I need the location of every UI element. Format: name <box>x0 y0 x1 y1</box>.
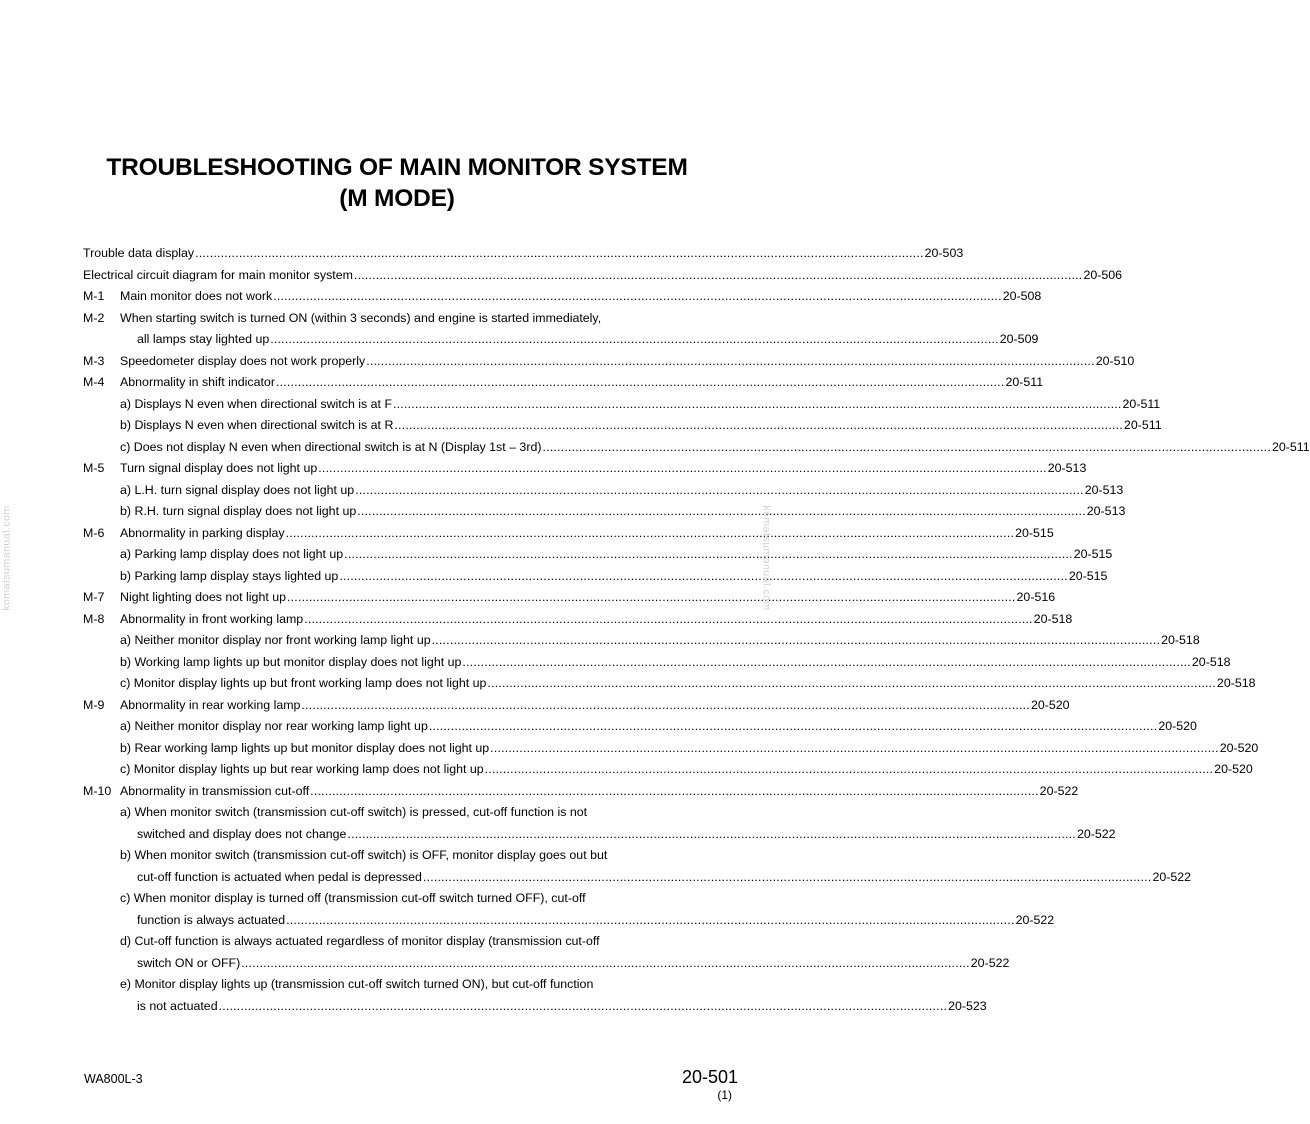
toc-entry <box>83 867 1192 889</box>
toc-leader-dots: ........................................................................................................................................................................................................ <box>218 998 948 1013</box>
toc-entry <box>83 974 739 996</box>
toc-entry-code: M-3 <box>83 353 105 368</box>
toc-entry-text: Abnormality in transmission cut-off <box>120 783 310 798</box>
toc-leader-dots: ........................................................................................................................................................................................................ <box>318 461 1047 475</box>
toc-entry-page: 20-520 <box>1158 719 1197 733</box>
toc-leader-dots: ........................................................................................................................................................................................................ <box>357 504 1086 518</box>
toc-entry-text: function is always actuated <box>137 912 286 927</box>
toc-leader-dots: ........................................................................................................................................................................................................ <box>394 418 1123 432</box>
toc-entry <box>83 781 1079 803</box>
toc-entry-text: Night lighting does not light up <box>120 590 287 604</box>
toc-entry-page: 20-510 <box>1095 353 1135 368</box>
toc-leader-dots: ........................................................................................................................................................................................................ <box>542 439 1271 454</box>
footer-model: WA800L-3 <box>84 1072 143 1086</box>
toc-entry-text: b) When monitor switch (transmission cut-off switch) is OFF, monitor display goes out but <box>120 848 608 862</box>
toc-entry-text: When starting switch is turned ON (within 3 seconds) and engine is started immediately, <box>120 310 602 325</box>
toc-entry <box>83 286 1042 308</box>
toc-entry-page: 20-506 <box>1083 267 1123 282</box>
toc-leader-dots: ........................................................................................................................................................................................................ <box>490 740 1219 755</box>
toc-leader-dots: ........................................................................................................................................................................................................ <box>484 762 1214 776</box>
toc-entry-text: c) Monitor display lights up but rear working lamp does not light up <box>120 762 484 776</box>
toc-leader-dots: ........................................................................................................................................................................................................ <box>301 697 1030 712</box>
toc-entry-page: 20-511 <box>1005 375 1044 389</box>
title-line-1: TROUBLESHOOTING OF MAIN MONITOR SYSTEM <box>106 154 688 181</box>
toc-entry <box>83 996 987 1018</box>
toc-entry <box>83 372 1044 394</box>
toc-entry-page: 20-511 <box>1271 439 1310 454</box>
toc-entry <box>83 824 1116 846</box>
toc-leader-dots: ........................................................................................................................................................................................................ <box>344 547 1073 561</box>
toc-entry-text: Abnormality in front working lamp <box>120 611 304 626</box>
toc-entry-page: 20-515 <box>1068 568 1108 583</box>
toc-entry-text: b) Working lamp lights up but monitor display does not light up <box>120 654 462 669</box>
toc-leader-dots: ........................................................................................................................................................................................................ <box>393 396 1122 411</box>
toc-entry-page: 20-508 <box>1002 289 1042 303</box>
toc-entry-text: Trouble data display <box>83 246 195 260</box>
toc-entry <box>83 673 1256 695</box>
toc-entry-text: switched and display does not change <box>137 826 347 841</box>
toc-entry-text: d) Cut-off function is always actuated regardless of monitor display (transmission cut-off <box>120 934 600 948</box>
toc-entry-text: a) L.H. turn signal display does not light up <box>120 482 355 497</box>
toc-entry-text: switch ON or OFF) <box>137 955 241 970</box>
toc-entry-text: a) Neither monitor display nor rear working lamp light up <box>120 719 428 733</box>
toc-leader-dots: ........................................................................................................................................................................................................ <box>273 289 1002 303</box>
toc-entry-page: 20-503 <box>924 246 964 260</box>
toc-entry-text: e) Monitor display lights up (transmission cut-off switch turned ON), but cut-off function <box>120 977 594 991</box>
toc-entry <box>83 630 1200 652</box>
toc-leader-dots: ........................................................................................................................................................................................................ <box>339 568 1068 583</box>
toc-entry-text: Abnormality in shift indicator <box>120 375 275 389</box>
watermark-left: komatsumanual.com <box>0 505 13 611</box>
toc-entry-page: 20-520 <box>1214 762 1253 776</box>
toc-entry <box>83 329 1039 351</box>
toc-entry-code: M-5 <box>83 461 105 475</box>
toc-entry <box>83 265 1123 287</box>
toc-leader-dots: ........................................................................................................................................................................................................ <box>286 912 1015 927</box>
toc-leader-dots: ........................................................................................................................................................................................................ <box>275 375 1005 389</box>
toc-entry-text: is not actuated <box>137 998 218 1013</box>
toc-entry-code: M-1 <box>83 289 105 303</box>
toc-entry <box>83 501 1126 523</box>
toc-entry-page: 20-511 <box>1123 418 1162 432</box>
toc-leader-dots: ........................................................................................................................................................................................................ <box>428 719 1158 733</box>
toc-leader-dots: ........................................................................................................................................................................................................ <box>287 590 1016 604</box>
toc-entry-code: M-6 <box>83 525 105 540</box>
toc-entry-page: 20-520 <box>1030 697 1070 712</box>
toc-entry-page: 20-515 <box>1073 547 1113 561</box>
toc-leader-dots: ........................................................................................................................................................................................................ <box>195 246 924 260</box>
toc-entry-page: 20-522 <box>1076 826 1116 841</box>
toc-entry <box>83 394 1161 416</box>
toc-entry-text: b) Rear working lamp lights up but monitor display does not light up <box>120 740 490 755</box>
toc-leader-dots: ........................................................................................................................................................................................................ <box>241 955 970 970</box>
toc-entry-page: 20-522 <box>1039 783 1079 798</box>
toc-entry-text: c) Monitor display lights up but front working lamp does not light up <box>120 676 487 690</box>
toc-entry-text: Turn signal display does not light up <box>120 461 318 475</box>
toc-entry-code: M-8 <box>83 611 105 626</box>
toc-leader-dots: ........................................................................................................................................................................................................ <box>285 525 1015 540</box>
toc-entry <box>83 609 1073 631</box>
toc-entry <box>83 351 1135 373</box>
toc-leader-dots: ........................................................................................................................................................................................................ <box>366 353 1095 368</box>
toc-entry-text: Electrical circuit diagram for main monitor system <box>83 267 353 282</box>
toc-leader-dots: ........................................................................................................................................................................................................ <box>355 482 1084 497</box>
toc-entry-text: Speedometer display does not work properly <box>120 353 366 368</box>
toc-entry-text: b) Displays N even when directional switch is at R <box>120 418 394 432</box>
toc-entry <box>83 953 1010 975</box>
toc-entry-page: 20-516 <box>1016 590 1056 604</box>
title-line-2: (M MODE) <box>339 185 455 212</box>
toc-entry <box>83 802 739 824</box>
toc-entry-text: a) Neither monitor display nor front working lamp light up <box>120 633 431 647</box>
toc-entry-code: M-4 <box>83 375 105 389</box>
toc-entry <box>83 437 1310 459</box>
toc-entry-code: M-10 <box>83 783 112 798</box>
page-title <box>0 152 794 214</box>
toc-entry-text: a) Parking lamp display does not light up <box>120 547 344 561</box>
toc-leader-dots: ........................................................................................................................................................................................................ <box>431 633 1161 647</box>
toc-entry <box>83 415 1162 437</box>
toc-entry <box>83 716 1197 738</box>
toc-entry <box>83 480 1124 502</box>
toc-leader-dots: ........................................................................................................................................................................................................ <box>353 267 1083 282</box>
toc-entry <box>83 759 1253 781</box>
toc-entry-page: 20-509 <box>999 332 1039 346</box>
toc-leader-dots: ........................................................................................................................................................................................................ <box>462 654 1191 669</box>
toc-leader-dots: ........................................................................................................................................................................................................ <box>304 611 1033 626</box>
toc-entry-code: M-7 <box>83 590 105 604</box>
toc-entry-page: 20-518 <box>1161 633 1200 647</box>
footer-revision: (1) <box>717 1088 732 1102</box>
toc-entry <box>83 738 1259 760</box>
toc-entry-text: Abnormality in parking display <box>120 525 285 540</box>
toc-entry <box>83 544 1113 566</box>
toc-entry <box>83 308 739 330</box>
toc-entry-code: M-9 <box>83 697 105 712</box>
footer-page-number: 20-501 <box>681 1067 738 1087</box>
toc-entry-page: 20-518 <box>1033 611 1073 626</box>
toc-leader-dots: ........................................................................................................................................................................................................ <box>270 332 999 346</box>
toc-entry-page: 20-515 <box>1015 525 1054 540</box>
toc-entry-text: Abnormality in rear working lamp <box>120 697 301 712</box>
toc-entry-page: 20-513 <box>1086 504 1126 518</box>
watermark-right: komatsumanual.com <box>760 505 773 611</box>
toc-entry <box>83 652 1231 674</box>
toc-entry-text: Main monitor does not work <box>120 289 273 303</box>
toc-entry-page: 20-518 <box>1191 654 1231 669</box>
toc-entry <box>83 243 964 265</box>
toc-entry-page: 20-511 <box>1122 396 1161 411</box>
toc-leader-dots: ........................................................................................................................................................................................................ <box>422 869 1152 884</box>
toc-entry-code: M-2 <box>83 310 105 325</box>
toc-entry-text: a) Displays N even when directional switch is at F <box>120 396 393 411</box>
toc-entry <box>83 458 1087 480</box>
toc-entry-page: 20-518 <box>1216 676 1256 690</box>
toc-leader-dots: ........................................................................................................................................................................................................ <box>487 676 1216 690</box>
toc-leader-dots: ........................................................................................................................................................................................................ <box>347 826 1076 841</box>
toc-leader-dots: ........................................................................................................................................................................................................ <box>310 783 1039 798</box>
toc-entry-page: 20-513 <box>1047 461 1087 475</box>
toc-entry <box>83 845 739 867</box>
toc-entry <box>83 931 739 953</box>
toc-entry-text: all lamps stay lighted up <box>137 332 270 346</box>
toc-entry-text: b) Parking lamp display stays lighted up <box>120 568 339 583</box>
toc-entry-page: 20-520 <box>1219 740 1259 755</box>
toc-entry-text: c) When monitor display is turned off (transmission cut-off switch turned OFF), cut-off <box>120 891 586 905</box>
toc-entry <box>83 888 739 910</box>
toc-entry-text: cut-off function is actuated when pedal is depressed <box>137 869 422 884</box>
toc-entry-page: 20-522 <box>1015 912 1055 927</box>
toc-entry-page: 20-522 <box>1152 869 1192 884</box>
toc-entry <box>83 910 1055 932</box>
toc-entry-text: c) Does not display N even when directional switch is at N (Display 1st – 3rd) <box>120 439 542 454</box>
toc-entry <box>83 587 1056 609</box>
toc-entry-page: 20-513 <box>1084 482 1124 497</box>
toc-entry-page: 20-523 <box>948 998 987 1013</box>
toc-entry-text: b) R.H. turn signal display does not light up <box>120 504 357 518</box>
toc-entry <box>83 523 1054 545</box>
toc-entry <box>83 566 1108 588</box>
toc-entry-page: 20-522 <box>970 955 1010 970</box>
toc-entry <box>83 695 1070 717</box>
toc-entry-text: a) When monitor switch (transmission cut-off switch) is pressed, cut-off function is not <box>120 805 588 819</box>
